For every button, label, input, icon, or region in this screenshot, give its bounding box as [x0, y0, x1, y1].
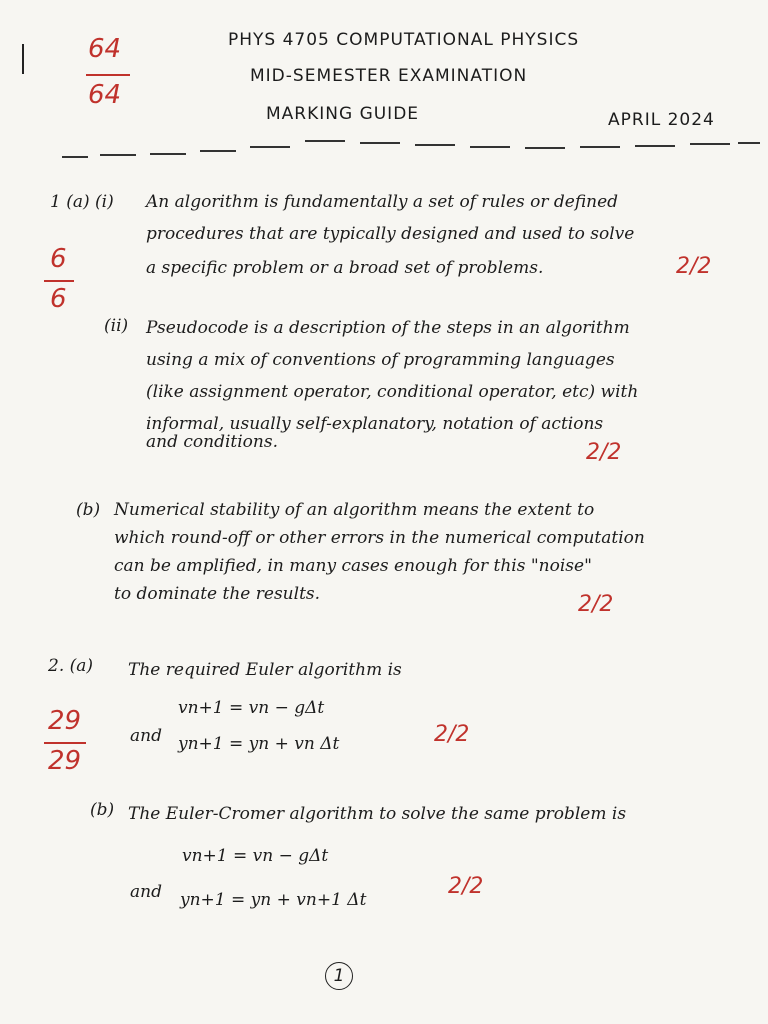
q1-aii-line: using a mix of conventions of programming languages	[146, 350, 615, 370]
q2-score-denominator: 29	[48, 746, 82, 776]
page-number: 1	[325, 962, 353, 990]
q2-b-mark: 2/2	[448, 874, 484, 899]
q2-b-equation-v: vn+1 = vn − gΔt	[182, 846, 329, 866]
q1-score-denominator: 6	[50, 284, 67, 314]
q2-b-intro: The Euler-Cromer algorithm to solve the same problem is	[128, 804, 627, 824]
q1-ai-line: An algorithm is fundamentally a set of rules or defined	[146, 192, 619, 212]
q2-b-and: and	[130, 882, 162, 902]
q1-score-numerator: 6	[50, 244, 67, 274]
q2-score-numerator: 29	[48, 706, 82, 736]
q1-aii-label: (ii)	[104, 316, 129, 336]
q1-score-bar	[44, 280, 74, 282]
q2-a-equation-y: yn+1 = yn + vn Δt	[178, 734, 340, 754]
q1-ai-line: a specific problem or a broad set of problems.	[146, 258, 544, 278]
q1-aii-mark: 2/2	[586, 440, 622, 465]
q1-aii-line: (like assignment operator, conditional operator, etc) with	[146, 382, 639, 402]
q1-b-line: Numerical stability of an algorithm means the extent to	[114, 500, 595, 520]
q2-a-label: 2. (a)	[48, 656, 94, 676]
q1-b-line: can be amplified, in many cases enough for this "noise"	[114, 556, 592, 576]
margin-stroke	[22, 44, 24, 74]
q1-aii-line: informal, usually self-explanatory, notation of actions	[146, 414, 604, 434]
q2-a-equation-v: vn+1 = vn − gΔt	[178, 698, 325, 718]
guide-title: MARKING GUIDE	[266, 104, 420, 124]
q1-ai-line: procedures that are typically designed and used to solve	[146, 224, 635, 244]
q1-b-line: which round-off or other errors in the numerical computation	[114, 528, 645, 548]
q2-a-and: and	[130, 726, 162, 746]
total-score-numerator: 64	[88, 34, 122, 64]
q1-aii-line: and conditions.	[146, 432, 278, 452]
q2-score-bar	[44, 742, 86, 744]
q1-ai-label: 1 (a) (i)	[50, 192, 114, 212]
q1-b-label: (b)	[76, 500, 101, 520]
course-title: PHYS 4705 COMPUTATIONAL PHYSICS	[228, 30, 580, 50]
q2-b-label: (b)	[90, 800, 115, 820]
q1-b-mark: 2/2	[578, 592, 614, 617]
q1-aii-line: Pseudocode is a description of the steps in an algorithm	[146, 318, 630, 338]
exam-date: APRIL 2024	[608, 110, 715, 130]
total-score-denominator: 64	[88, 80, 122, 110]
q2-a-intro: The required Euler algorithm is	[128, 660, 402, 680]
q1-ai-mark: 2/2	[676, 254, 712, 279]
total-score-bar	[86, 74, 130, 76]
q2-b-equation-y: yn+1 = yn + vn+1 Δt	[180, 890, 367, 910]
exam-title: MID-SEMESTER EXAMINATION	[250, 66, 528, 86]
q2-a-mark: 2/2	[434, 722, 470, 747]
q1-b-line: to dominate the results.	[114, 584, 321, 604]
